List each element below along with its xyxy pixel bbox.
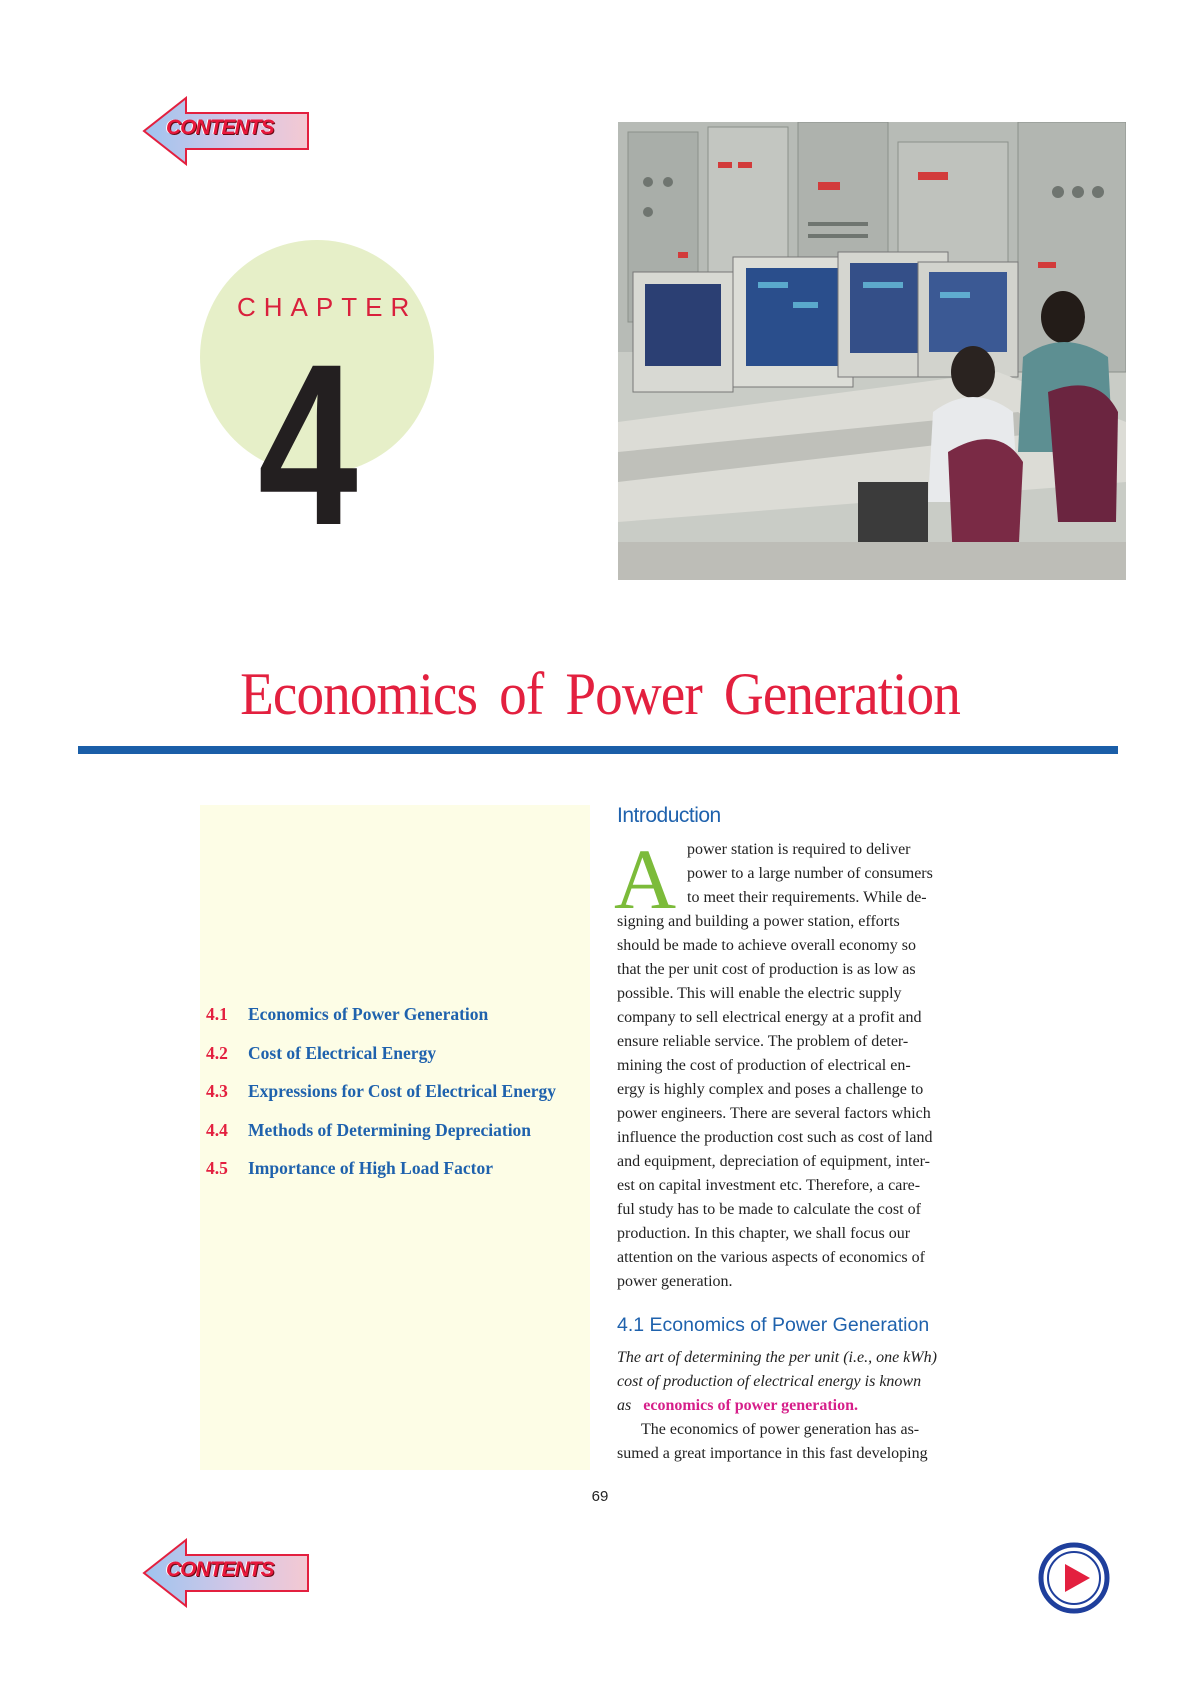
section-link-4-5[interactable]: 4.5 Importance of High Load Factor xyxy=(206,1158,493,1178)
play-next-icon xyxy=(1038,1542,1110,1614)
intro-line: mining the cost of production of electrical en- xyxy=(617,1057,911,1074)
intro-line: that the per unit cost of production is as low as xyxy=(617,961,916,978)
section-link-4-1[interactable]: 4.1 Economics of Power Generation xyxy=(206,1004,489,1024)
section-heading-4-1: 4.1 Economics of Power Generation xyxy=(617,1314,930,1336)
intro-line: power generation. xyxy=(617,1273,733,1290)
intro-line: est on capital investment etc. Therefore, a care- xyxy=(617,1177,921,1194)
control-room-photo xyxy=(618,122,1126,580)
chapter-number: 4 xyxy=(258,316,358,573)
intro-line: and equipment, depreciation of equipment, inter- xyxy=(617,1153,930,1170)
section-paragraph xyxy=(617,1418,1007,1466)
intro-line: should be made to achieve overall economy so xyxy=(617,937,917,954)
section-list xyxy=(206,1003,556,1196)
intro-line: possible. This will enable the electric supply xyxy=(617,985,902,1002)
contents-label: CONTENTS xyxy=(166,116,274,139)
section-link-4-2[interactable]: 4.2 Cost of Electrical Energy xyxy=(206,1042,437,1063)
intro-line: ergy is highly complex and poses a challenge to xyxy=(617,1081,924,1098)
next-page-button[interactable] xyxy=(1038,1542,1110,1614)
intro-line: ensure reliable service. The problem of deter- xyxy=(617,1033,909,1050)
contents-label: CONTENTS xyxy=(166,1558,274,1581)
contents-button-top[interactable] xyxy=(140,96,310,166)
intro-line: power engineers. There are several factors which xyxy=(617,1105,931,1122)
section-line: The economics of power generation has as- xyxy=(641,1421,920,1438)
intro-line: power to a large number of consumers xyxy=(687,865,933,882)
contents-button-bottom[interactable] xyxy=(140,1538,310,1608)
chapter-title: Economics of Power Generation xyxy=(240,661,960,727)
definition-paragraph xyxy=(617,1346,1007,1418)
title-rule xyxy=(78,746,1118,754)
intro-paragraph xyxy=(617,838,1005,1294)
intro-line: company to sell electrical energy at a profit and xyxy=(617,1009,922,1026)
section-link-4-4[interactable]: 4.4 Methods of Determining Depreciation xyxy=(206,1119,532,1140)
intro-line: to meet their requirements. While de- xyxy=(687,889,927,906)
intro-line: signing and building a power station, efforts xyxy=(617,913,900,930)
section-line: sumed a great importance in this fast developing xyxy=(617,1445,928,1462)
intro-line: influence the production cost such as cost of land xyxy=(617,1129,933,1146)
defined-term: economics of power generation. xyxy=(643,1397,859,1414)
definition-line: cost of production of electrical energy is known xyxy=(617,1373,922,1390)
intro-heading: Introduction xyxy=(617,804,721,827)
definition-line: as economics of power generation. xyxy=(617,1397,859,1414)
intro-line: production. In this chapter, we shall focus our xyxy=(617,1225,911,1242)
section-link-4-3[interactable]: 4.3 Expressions for Cost of Electrical Energy xyxy=(206,1081,557,1101)
definition-line: The art of determining the per unit (i.e., one kWh) xyxy=(617,1349,937,1366)
chapter-word: CHAPTER xyxy=(237,292,418,322)
intro-line: attention on the various aspects of economics of xyxy=(617,1249,925,1266)
intro-line: power station is required to deliver xyxy=(687,841,911,858)
page-number: 69 xyxy=(591,1488,609,1505)
intro-line: ful study has to be made to calculate the cost of xyxy=(617,1201,921,1218)
drop-cap: A xyxy=(614,831,677,927)
